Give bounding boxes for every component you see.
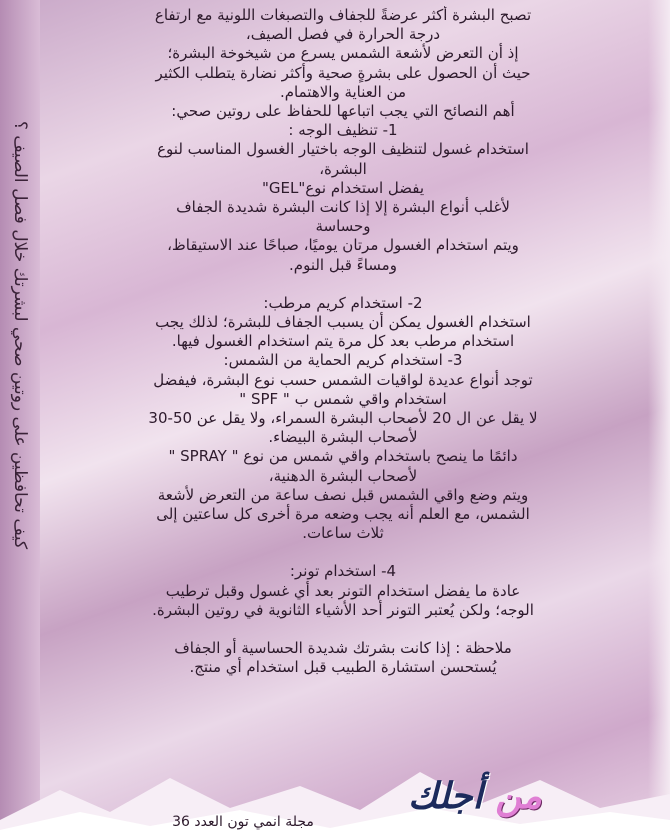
article-body <box>52 6 634 776</box>
note-line: ملاحظة : إذا كانت بشرتك شديدة الحساسية أو الجفاف <box>174 639 512 658</box>
line: حيث أن الحصول على بشرةٍ صحية وأكثر نضارة يتطلب الكثير <box>155 63 531 82</box>
line: ومساءً قبل النوم. <box>289 255 397 274</box>
line: الوجه؛ ولكن يُعتبر التونر أحد الأشياء الثانوية في روتين البشرة. <box>152 600 534 619</box>
line: ويتم استخدام الغسول مرتان يوميًا، صباحًا عند الاستيقاظ، <box>167 236 519 255</box>
side-title-text: كيف تحافظين على روتين صحي لبشرتك خلال فصل الصيف ؟ <box>10 120 30 550</box>
spacer <box>52 543 634 562</box>
line: من العناية والاهتمام. <box>280 82 406 101</box>
spacer <box>52 620 634 639</box>
line: يفضل استخدام نوع"GEL" <box>261 178 425 197</box>
line: استخدام واقي شمس ب " SPF " <box>239 389 447 408</box>
line: ويتم وضع واقي الشمس قبل نصف ساعة من التعرض لأشعة <box>157 485 529 504</box>
line: تصبح البشرة أكثر عرضةً للجفاف والتصبغات اللونية مع ارتفاع <box>154 6 532 24</box>
logo-word-1: من <box>495 775 542 817</box>
logo-word-2: أجلك <box>408 775 483 817</box>
line: لأصحاب البشرة الدهنية، <box>268 466 418 485</box>
section-heading: أهم النصائح التي يجب اتباعها للحفاظ على روتين صحي: <box>171 102 515 121</box>
section-heading: 2- استخدام كريم مرطب: <box>263 293 423 312</box>
line: درجة الحرارة في فصل الصيف، <box>245 25 441 44</box>
line: عادة ما يفضل استخدام التونر بعد أي غسول وقبل ترطيب <box>165 581 521 600</box>
line: توجد أنواع عديدة لواقيات الشمس حسب نوع البشرة، فيفضل <box>153 370 533 389</box>
spacer <box>52 275 634 294</box>
line: لا يقل عن ال 20 لأصحاب البشرة السمراء، ولا يقل عن 50-30 <box>148 409 538 428</box>
line: وحساسة <box>315 217 371 236</box>
section-heading: 4- استخدام تونر: <box>289 562 397 581</box>
line: إذ أن التعرض لأشعة الشمس يسرع من شيخوخة البشرة؛ <box>167 44 519 63</box>
torn-paper-edge <box>648 0 670 840</box>
side-title <box>2 50 38 620</box>
line: استخدام الغسول يمكن أن يسبب الجفاف للبشرة؛ لذلك يجب <box>155 313 531 332</box>
line: دائمًا ما ينصح باستخدام واقي شمس من نوع " SPRAY " <box>168 447 518 466</box>
line: لأصحاب البشرة البيضاء. <box>268 428 418 447</box>
issue-footer: مجلة انمي تون العدد 36 <box>172 814 314 830</box>
line: استخدام مرطب بعد كل مرة يتم استخدام الغسول فيها. <box>171 332 515 351</box>
note-line: يُستحسن استشارة الطبيب قبل استخدام أي منتج. <box>189 658 497 677</box>
line: لأغلب أنواع البشرة إلا إذا كانت البشرة شديدة الجفاف <box>176 198 510 217</box>
line: البشرة، <box>319 159 367 178</box>
magazine-logo <box>380 768 570 824</box>
section-heading: 3- استخدام كريم الحماية من الشمس: <box>223 351 463 370</box>
section-heading: 1- تنظيف الوجه : <box>288 121 398 140</box>
line: ثلاث ساعات. <box>302 524 384 543</box>
line: استخدام غسول لتنظيف الوجه باختيار الغسول المناسب لنوع <box>157 140 529 159</box>
line: الشمس، مع العلم أنه يجب وضعه مرة أخرى كل ساعتين إلى <box>156 505 530 524</box>
